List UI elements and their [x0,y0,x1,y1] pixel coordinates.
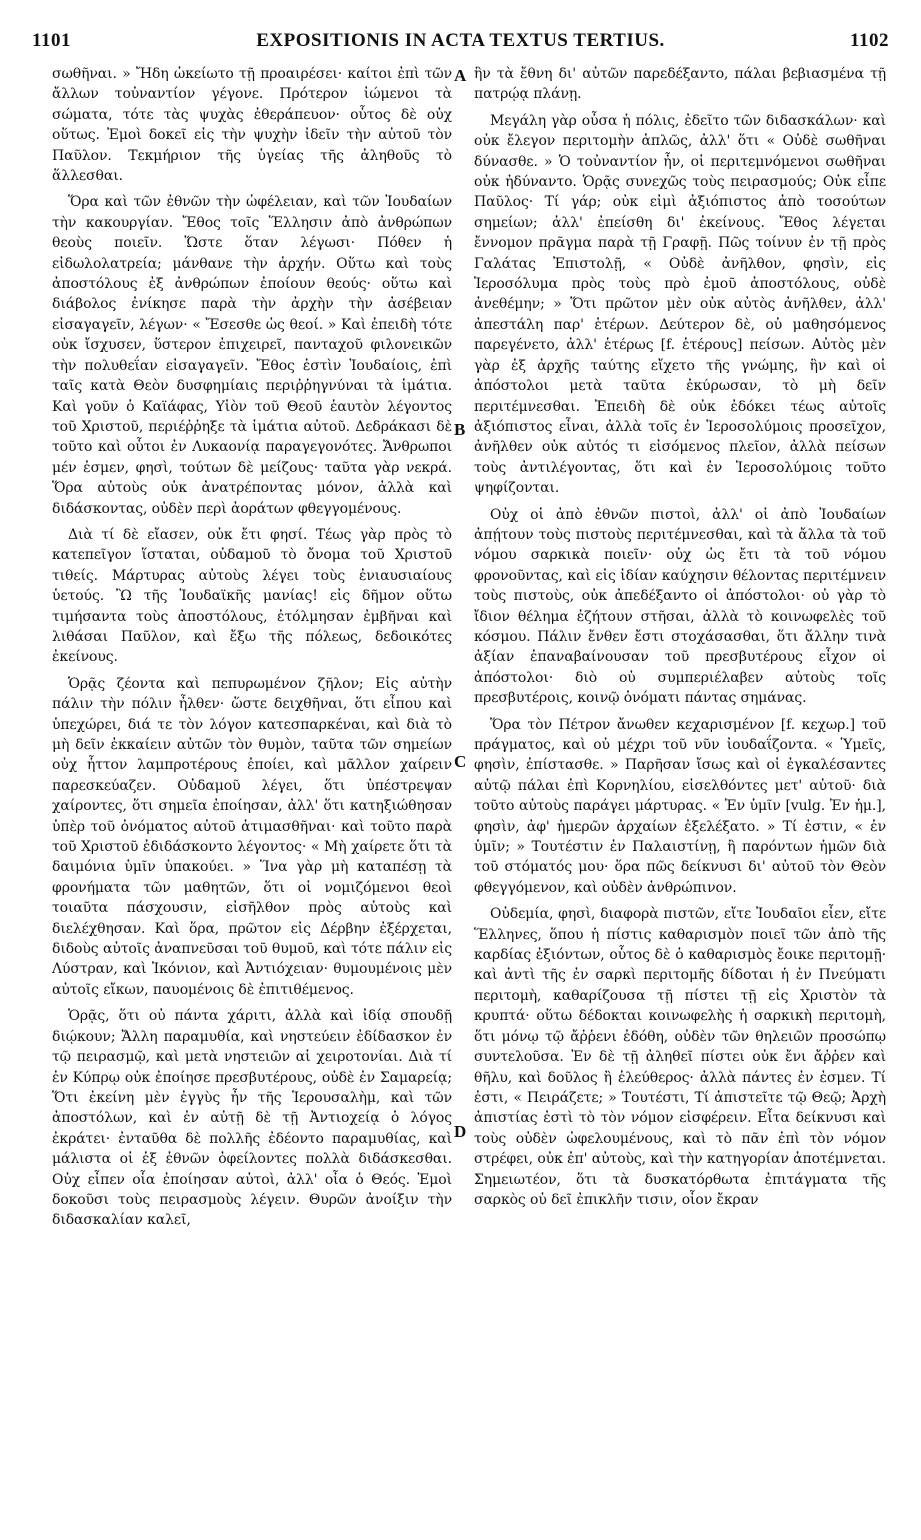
paragraph: σωθῆναι. » Ἤδη ὡκείωτο τῇ προαιρέσει· καίτοι ἐπὶ τῶν ἄλλων τοὐναντίον γέγονε. Πρότερον ἰώμενοι τὰ σώματα, τότε τὰς ψυχὰς ἐθεράπευον· οὗτος δὲ οὐχ οὕτως. Ἐμοὶ δοκεῖ εἰς τὴν ψυχὴν ἰδεῖν τὴν αὐτοῦ τὸν Παῦλον. Τεκμήριον τῆς ὑγείας τῆς ἀληθοῦς τὸ ἅλλεσθαι. [52,66,452,185]
margin-letter-d: D [454,1122,467,1141]
margin-letter-b: B [454,420,466,439]
paragraph: Διὰ τί δὲ εἴασεν, οὐκ ἔτι φησί. Τέως γὰρ πρὸς τὸ κατεπεῖγον ἵσταται, οὐδαμοῦ τὸ ὄνομα τοῦ Χριστοῦ τιθείς. Μάρτυρας αὐτοὺς λέγει τοὺς ἐνιαυσιαίους ὑετούς. Ὢ τῆς Ἰουδαϊκῆς μανίας! εἰς δῆμον οὕτω τιμήσαντα τοὺς ἀποστόλους, ἐτόλμησαν ἐμβῆναι καὶ λιθάσαι Παῦλον, καὶ ἔξω τῆς πόλεως, δεδοικότες ἐκείνους. [52,526,452,666]
paragraph: Οὐδεμία, φησὶ, διαφορὰ πιστῶν, εἴτε Ἰουδαῖοι εἶεν, εἴτε Ἕλληνες, ὅπου ἡ πίστις καθαρισμὸν ποιεῖ τῶν ἀπὸ τῆς καρδίας ἐξιόντων, οὗτος δὲ ὁ καθαρισμὸς ἔοικε περιτομῇ· καὶ ἀντὶ τῆς ἐν σαρκὶ περιτομῆς δίδοται ἡ ἐν Πνεύματι περιτομὴ, καθαρίζουσα τῇ πίστει τῇ εἰς Χριστὸν τὰ κρυπτά· οὕτω δέδοκται κοινωφελὴς ἡ σαρκικὴ περιτομὴ, ὅτι μόνῳ τῷ ἄῤῥενι ἐδόθη, οὐδὲν τῶν θηλειῶν προσώπῳ συντελοῦσα. Ἐν δὲ τῇ ἀληθεῖ πίστει οὐκ ἔνι ἄῤῥεν καὶ θῆλυ, καὶ δοῦλος ἢ ἐλεύθερος· ἀλλὰ πάντες ἐν ἐσμεν. Τί ἐστι, « Πειράζετε; » Τουτέστι, Τί ἀπιστεῖτε τῷ Θεῷ; Ἀρχὴ ἀπιστίας ἐστὶ τὸ τὸν νόμον εἰσφέρειν. Εἶτα δείκνυσι καὶ τοὺς οὐδὲν ὠφελουμένους, καὶ τὸ πᾶν ἐπὶ τὸν νόμον στρέφει, οὐκ ἐπ' αὐτοὺς, καὶ τὴν κατηγορίαν ἀποτέμνεται. Σημειωτέον, ὅτι τὰ δυσκατόρθωτα ἐπιτάγματα τῆς σαρκὸς οὐ δεῖ ἐπικλῆν τισιν, οἷον ἔκραν [474,906,886,1208]
paragraph: Μεγάλη γὰρ οὖσα ἡ πόλις, ἐδεῖτο τῶν διδασκάλων· καὶ οὐκ ἔλεγον περιτομὴν ἁπλῶς, ἀλλ' ὅτι « Οὐδὲ σωθῆναι δύνασθε. » Ὁ τοὐναντίον ἦν, οἱ περιτεμνόμενοι σωθῆναι οὐκ ἠδύναντο. Ὁρᾷς συνεχῶς τοὺς πειρασμούς; Οὐκ εἶπε Παῦλος· Τί γάρ; οὐκ εἰμὶ ἀξιόπιστος ἀπὸ τοσούτων σημείων; ἀλλ' ἐπείσθη δι' ἐκείνους. Ἔθος λέγεται ἔννομον πρᾶγμα παρὰ τῇ Γραφῇ. Πῶς τοίνυν ἐν τῇ πρὸς Γαλάτας Ἐπιστολῇ, « Οὐδὲ ἀνῆλθον, φησὶν, εἰς Ἱεροσόλυμα πρὸς τοὺς πρὸ ἐμοῦ ἀποστόλους, οὐδὲ ἀνεθέμην; » Ὅτι πρῶτον μὲν οὐκ αὐτὸς ἀνῆλθεν, ἀλλ' ἀπεστάλη παρ' ἑτέρων. Δεύτερον δὲ, οὐ μαθησόμενος παρεγένετο, ἀλλ' ἑτέρως [f. ἑτέρους] πείσων. Αὐτὸς μὲν γὰρ ἐξ ἀρχῆς ταύτης εἴχετο τῆς γνώμης, ἣν καὶ οἱ ἀπόστολοι μετὰ ταῦτα ἐκύρωσαν, τὸ μὴ δεῖν περιτέμνεσθαι. Ἐπειδὴ δὲ οὐκ ἐδόκει τέως αὐτοῖς ἀξιόπιστος εἶναι, ἀλλὰ τοῖς ἐν Ἱεροσολύμοις προσεῖχον, ἀνῆλθεν οὐκ αὐτός τι εἰσόμενος πλεῖον, ἀλλὰ πείσων τοὺς ἀντιλέγοντας, ὅτι καὶ ἐν Ἱεροσολύμοις τοῦτο ψηφίζονται. [474,112,886,497]
right-column [474,64,886,1216]
paragraph: Ὅρα καὶ τῶν ἐθνῶν τὴν ὠφέλειαν, καὶ τῶν Ἰουδαίων τὴν κακουργίαν. Ἔθος τοῖς Ἕλλησιν ἀπὸ ἀνθρώπων θεοὺς ποιεῖν. Ὥστε ὅταν λέγωσι· Πόθεν ἡ εἰδωλολατρεία; μάνθανε τὴν ἀρχήν. Οὕτω καὶ τοὺς ἀποστόλους ἐξ ἀνθρώπων ἐποίουν θεούς· οὕτω καὶ διάβολος ἐνίκησε παρὰ τὴν ἀρχὴν τὴν ἀσέβειαν εἰσαγαγεῖν, λέγων· « Ἔσεσθε ὡς θεοί. » Καὶ ἐπειδὴ τότε οὐκ ἴσχυσεν, ὕστερον ἐπιχειρεῖ, πανταχοῦ φιλονεικῶν τὴν πολυθεΐαν εἰσαγαγεῖν. Ἔθος ἐστὶν Ἰουδαίοις, ἐπὶ ταῖς κατὰ Θεὸν δυσφημίαις περιῤῥηγνύναι τὰ ἱμάτια. Καὶ γοῦν ὁ Καϊάφας, Υἱὸν τοῦ Θεοῦ ἑαυτὸν λέγοντος τοῦ Χριστοῦ, περιέῤῥηξε τὰ ἱμάτια αὐτοῦ. Δεδράκασι δὲ τοῦτο καὶ οὗτοι ἐν Λυκαονίᾳ παραγεγονότες. Ἄνθρωποι μέν ἐσμεν, φησὶ, τούτων δὲ μείζους· ταῦτα γὰρ νεκρά. Ὅρα αὐτοὺς οὐκ ἀνατρέποντας μόνον, ἀλλὰ καὶ διδάσκοντας, οὐδὲν περὶ ἀοράτων φθεγγομένους. [52,194,452,517]
page-number-right: 1102 [850,30,889,51]
paragraph: Ὁρᾷς, ὅτι οὐ πάντα χάριτι, ἀλλὰ καὶ ἰδίᾳ σπουδῇ διῴκουν; Ἄλλη παραμυθία, καὶ νηστεύειν ἐδίδασκον ἐν τῷ πειρασμῷ, καὶ μετὰ νηστειῶν αἱ χειροτονίαι. Διὰ τί ἐν Κύπρῳ οὐκ ἐποίησε πρεσβυτέρους, οὐδὲ ἐν Σαμαρείᾳ; Ὅτι ἐκείνη μὲν ἐγγὺς ἦν τῆς Ἱερουσαλὴμ, καὶ τῶν ἀποστόλων, καὶ ἐν αὐτῇ δὲ τῇ Ἀντιοχείᾳ ὁ λόγος ἐκράτει· ἐνταῦθα δὲ πολλῆς ἐδέοντο παραμυθίας, καὶ μάλιστα οἱ ἐξ ἐθνῶν ὀφείλοντες πολλὰ διδάσκεσθαι. Οὐχ εἶπεν οἷα ἐποίησαν αὐτοὶ, ἀλλ' οἷα ὁ Θεός. Ἐμοὶ δοκοῦσι τοὺς πειρασμοὺς λέγειν. Θυρῶν ἀνοίξιν τὴν διδασκαλίαν καλεῖ, [52,1008,452,1229]
paragraph: ἣν τὰ ἔθνη δι' αὐτῶν παρεδέξαντο, πάλαι βεβιασμένα τῇ πατρῴᾳ πλάνῃ. [474,66,886,103]
margin-letter-a: A [454,66,467,85]
running-title: EXPOSITIONIS IN ACTA TEXTUS TERTIUS. [256,30,665,51]
paragraph: Ὅρα τὸν Πέτρον ἄνωθεν κεχαρισμένον [f. κεχωρ.] τοῦ πράγματος, καὶ οὐ μέχρι τοῦ νῦν ἰουδαΐζοντα. « Ὑμεῖς, φησὶν, ἐπίστασθε. » Παρῆσαν ἴσως καὶ οἱ ἐγκαλέσαντες αὐτῷ πάλαι ἐπὶ Κορνηλίου, εἰσελθόντες μετ' αὐτοῦ· διὰ τοῦτο αὐτοὺς παράγει μάρτυρας. « Ἐν ὑμῖν [vulg. Ἐν ἡμ.], φησὶν, ἀφ' ἡμερῶν ἀρχαίων ἐξελέξατο. » Τί ἐστιν, « ἐν ὑμῖν; » Τουτέστιν ἐν Παλαιστίνῃ, ἢ παρόντων ἡμῶν διὰ τοῦ στόματός μου· ὅρα πῶς δείκνυσι δι' αὐτοῦ τὸν Θεὸν φθεγγόμενον, καὶ οὐδὲν ἀνθρώπινον. [474,716,886,896]
page-header [32,30,889,58]
left-column [52,64,452,1237]
margin-letter-c: C [454,752,467,771]
page-number-left: 1101 [32,30,71,51]
paragraph: Ὁρᾷς ζέοντα καὶ πεπυρωμένον ζῆλον; Εἰς αὐτὴν πάλιν τὴν πόλιν ἦλθεν· ὥστε δειχθῆναι, ὅτι εἶπου καὶ ὑπεχώρει, διά τε τὸν λόγον κατεσπαρκέναι, καὶ διὰ τὸ μὴ δεῖν ἐκκαίειν αὐτῶν τὸν θυμὸν, ταῦτα τῶν σημείων οὐχ ἧττον λαμπροτέρους ἐποίει, καὶ μᾶλλον χαίρειν παρεσκεύαζεν. Οὐδαμοῦ λέγει, ὅτι ὑπέστρεψαν χαίροντες, ὅτι σημεῖα ἐποίησαν, ἀλλ' ὅτι κατηξιώθησαν ὑπὲρ τοῦ ὀνόματος αὐτοῦ ἀτιμασθῆναι· καὶ τοῦτο παρὰ τοῦ Χριστοῦ ἐδιδάσκοντο λέγοντος· « Μὴ χαίρετε ὅτι τὰ δαιμόνια ὑμῖν ὑπακούει. » Ἵνα γὰρ μὴ καταπέσῃ τὰ φρονήματα τῶν μαθητῶν, ὅτι οἱ νομιζόμενοι θεοὶ τοιαῦτα πάσχουσιν, εἰσῆλθον πρὸς αὐτοὺς καὶ διελέχθησαν. Καὶ ὅρα, πρῶτον εἰς Δέρβην ἐξέρχεται, διδοὺς αὐτοῖς ἀναπνεῦσαι τοῦ θυμοῦ, καὶ τότε πάλιν εἰς Λύστραν, καὶ Ἰκόνιον, καὶ Ἀντιόχειαν· θυμουμένοις μὲν αὐτοῖς εἴκων, παυομένοις δὲ ἐπιτιθέμενος. [52,675,452,998]
paragraph: Οὐχ οἱ ἀπὸ ἐθνῶν πιστοὶ, ἀλλ' οἱ ἀπὸ Ἰουδαίων ἀπῄτουν τοὺς πιστοὺς περιτέμνεσθαι, καὶ τὰ ἄλλα τὰ τοῦ νόμου σαρκικὰ ποιεῖν· οὐχ ὡς ἔτι τὰ τοῦ νόμου φρονοῦντας, καὶ εἰς ἰδίαν καύχησιν θέλοντας περιτέμνειν τοὺς πιστοὺς, οὐκ ἀπεδέξαντο οἱ ἀπόστολοι· οὐ γὰρ τὸ ἴδιον θέλημα ἐζήτουν στῆσαι, ἀλλὰ τὸ κοινωφελὲς τοῦ κόσμου. Πάλιν ἔνθεν ἔστι στοχάσασθαι, ὅτι ἄλλην τινὰ ἀξίαν ἐπαναβαίνουσαν τοῦ πρεσβυτέρους εἶχον οἱ ἀπόστολοι· διὸ οὐ συμπεριέλαβεν αὐτοὺς τοῖς πρεσβυτέροις, κοινῷ ὀνόματι πάντας σημάνας. [474,506,886,707]
